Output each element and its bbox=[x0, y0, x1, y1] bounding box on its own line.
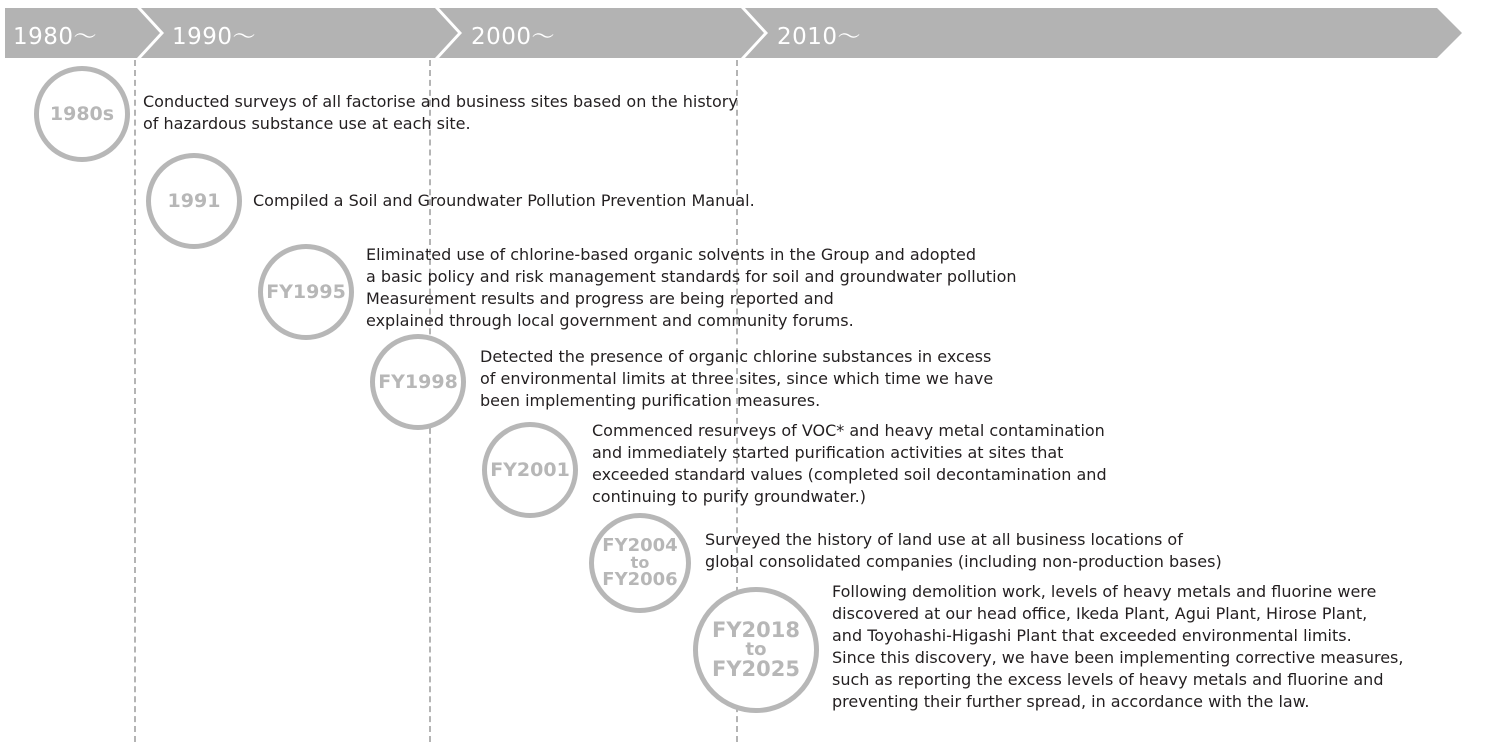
year-circle-label: FY2004 bbox=[602, 535, 678, 556]
year-circle-label: 1980s bbox=[49, 102, 115, 125]
entry-line: Measurement results and progress are being reported and bbox=[366, 289, 834, 308]
year-circle-1980s bbox=[34, 66, 130, 162]
entry-1980s-text bbox=[143, 91, 738, 135]
entry-line: Conducted surveys of all factorise and business sites based on the history bbox=[143, 92, 738, 111]
year-circle-to: to bbox=[745, 639, 767, 660]
entry-line: of hazardous substance use at each site. bbox=[143, 114, 471, 133]
era-label-2010: 2010〜 bbox=[777, 24, 862, 50]
year-circle-1991 bbox=[146, 153, 242, 249]
entry-fy1995-text bbox=[366, 244, 1017, 332]
year-circle-fy2018-fy2025 bbox=[693, 587, 819, 713]
entry-line: preventing their further spread, in accordance with the law. bbox=[832, 692, 1310, 711]
year-circle-label: 1991 bbox=[167, 189, 221, 212]
year-circle-fy2004-fy2006 bbox=[589, 513, 691, 613]
divider-1990 bbox=[134, 60, 136, 742]
entry-line: explained through local government and community forums. bbox=[366, 311, 854, 330]
entry-line: discovered at our head office, Ikeda Plant, Agui Plant, Hirose Plant, bbox=[832, 604, 1368, 623]
entry-line: continuing to purify groundwater.) bbox=[592, 487, 866, 506]
entry-line: exceeded standard values (completed soil decontamination and bbox=[592, 465, 1107, 484]
entry-line: Compiled a Soil and Groundwater Pollution Prevention Manual. bbox=[253, 191, 755, 210]
entry-line: global consolidated companies (including non-production bases) bbox=[705, 552, 1222, 571]
year-circle-label: FY2018 bbox=[712, 618, 800, 642]
entry-line: been implementing purification measures. bbox=[480, 391, 821, 410]
year-circle-label: FY2001 bbox=[490, 458, 570, 481]
era-label-1980: 1980〜 bbox=[13, 24, 98, 50]
entry-1991-text bbox=[253, 190, 755, 212]
year-circle-fy1995 bbox=[258, 244, 354, 340]
entry-line: a basic policy and risk management standards for soil and groundwater pollution bbox=[366, 267, 1017, 286]
entry-line: Commenced resurveys of VOC* and heavy metal contamination bbox=[592, 421, 1105, 440]
year-circle-label: FY1995 bbox=[266, 280, 346, 303]
year-circle-fy2001 bbox=[482, 422, 578, 518]
entry-line: Following demolition work, levels of heavy metals and fluorine were bbox=[832, 582, 1377, 601]
entry-line: Eliminated use of chlorine-based organic solvents in the Group and adopted bbox=[366, 245, 976, 264]
entry-fy2001-text bbox=[592, 420, 1107, 508]
entry-line: such as reporting the excess levels of heavy metals and fluorine and bbox=[832, 670, 1384, 689]
entry-line: and Toyohashi-Higashi Plant that exceeded environmental limits. bbox=[832, 626, 1352, 645]
era-label-1990: 1990〜 bbox=[172, 24, 257, 50]
year-circle-label: FY1998 bbox=[378, 370, 458, 393]
entry-line: of environmental limits at three sites, since which time we have bbox=[480, 369, 994, 388]
year-circle-label: FY2025 bbox=[712, 657, 800, 681]
entry-fy2018-text bbox=[832, 581, 1403, 713]
entry-fy1998-text bbox=[480, 346, 993, 412]
entry-line: Detected the presence of organic chlorine substances in excess bbox=[480, 347, 992, 366]
year-circle-to: to bbox=[630, 553, 650, 572]
entry-line: Surveyed the history of land use at all business locations of bbox=[705, 530, 1183, 549]
entry-fy2004-text bbox=[705, 529, 1222, 573]
entry-line: Since this discovery, we have been implementing corrective measures, bbox=[832, 648, 1404, 667]
entry-line: and immediately started purification activities at sites that bbox=[592, 443, 1064, 462]
year-circle-label: FY2006 bbox=[602, 569, 678, 590]
year-circle-fy1998 bbox=[370, 334, 466, 430]
era-label-2000: 2000〜 bbox=[471, 24, 556, 50]
